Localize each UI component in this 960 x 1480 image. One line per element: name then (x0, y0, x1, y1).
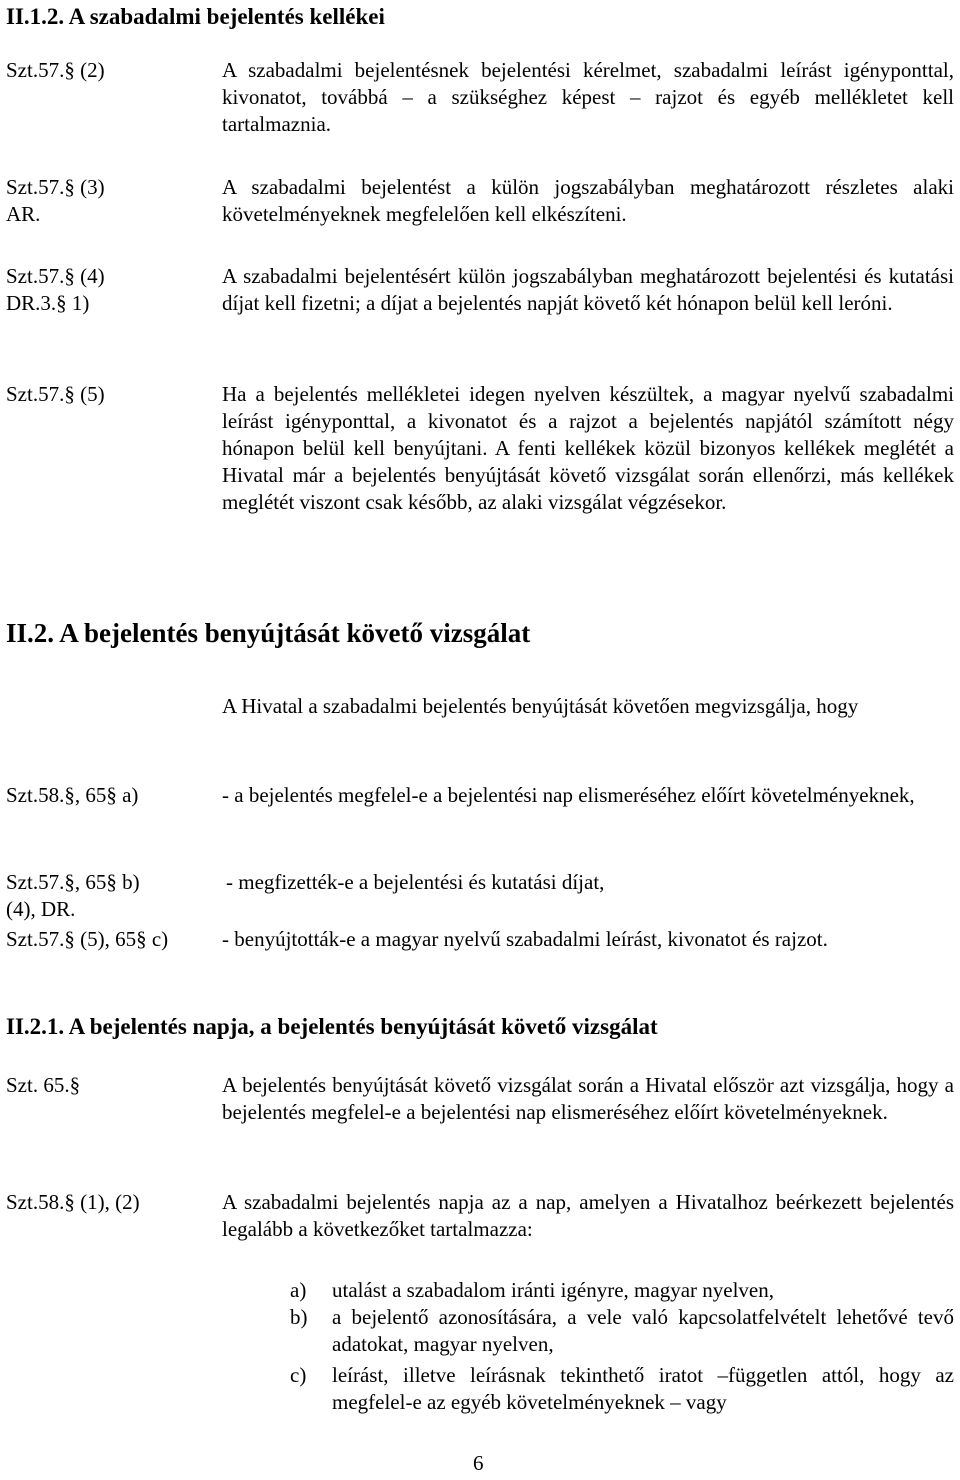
list-item (290, 1304, 954, 1358)
list-item-text: utalást a szabadalom iránti igényre, magyar nyelven, (332, 1278, 774, 1302)
legal-reference: Szt.57.§ (3) AR. (6, 175, 105, 226)
legal-reference: Szt.57.§ (4) DR.3.§ 1) (6, 264, 105, 315)
list-item-text: leírást, illetve leírásnak tekinthető iratot –független attól, hogy az megfelel-e az egyéb követelményeknek – vagy (332, 1363, 954, 1414)
paragraph: - benyújtották-e a magyar nyelvű szabadalmi leírást, kivonatot és rajzot. (222, 927, 828, 951)
legal-reference: Szt.57.§, 65§ b) (4), DR. (6, 870, 140, 921)
paragraph: - a bejelentés megfelel-e a bejelentési nap elismeréséhez előírt követelményeknek, (222, 783, 915, 807)
paragraph: A szabadalmi bejelentés napja az a nap, amelyen a Hivatalhoz beérkezett bejelentés legalább a következőket tartalmazza: (222, 1190, 954, 1241)
section-heading: II.1.2. A szabadalmi bejelentés kellékei (6, 4, 385, 29)
list-item-label: b) (290, 1305, 308, 1329)
paragraph: Ha a bejelentés mellékletei idegen nyelven készültek, a magyar nyelvű szabadalmi leírást igényponttal, a kivonatot és a rajzot a bejelentés napjától számított négy hónapon belül kell benyújtani. A fenti kellékek közül bizonyos kellékek meglétét a Hivatal már a bejelentés benyújtását követő vizsgálat során ellenőrzi, más kellékek meglétét viszont csak később, az alaki vizsgálat végzésekor. (222, 382, 954, 514)
legal-reference: Szt.58.§, 65§ a) (6, 783, 139, 807)
paragraph: A szabadalmi bejelentésnek bejelentési kérelmet, szabadalmi leírást igényponttal, kivonatot, továbbá – a szükséghez képest – rajzot és egyéb mellékletet kell tartalmaznia. (222, 58, 954, 136)
paragraph: - megfizették-e a bejelentési és kutatási díjat, (226, 870, 605, 894)
section-heading: II.2. A bejelentés benyújtását követő vizsgálat (6, 618, 531, 648)
legal-reference: Szt.57.§ (2) (6, 58, 105, 82)
paragraph: A Hivatal a szabadalmi bejelentés benyújtását követően megvizsgálja, hogy (222, 694, 859, 718)
list-item-text: a bejelentő azonosítására, a vele való kapcsolatfelvételt lehetővé tevő adatokat, magyar nyelven, (332, 1305, 954, 1356)
legal-reference: Szt.57.§ (5), 65§ c) (6, 927, 169, 951)
list-item-label: c) (290, 1363, 307, 1387)
list-item-label: a) (290, 1278, 307, 1302)
legal-reference: Szt.58.§ (1), (2) (6, 1190, 140, 1214)
paragraph: A bejelentés benyújtását követő vizsgálat során a Hivatal először azt vizsgálja, hogy a bejelentés megfelel-e a bejelentési nap elismeréséhez előírt követelményeknek. (222, 1073, 954, 1124)
legal-reference: Szt.57.§ (5) (6, 382, 105, 406)
legal-reference: Szt. 65.§ (6, 1073, 81, 1097)
page-number: 6 (473, 1451, 484, 1475)
paragraph: A szabadalmi bejelentést a külön jogszabályban meghatározott részletes alaki követelményeknek megfelelően kell elkészíteni. (222, 175, 954, 226)
section-heading: II.2.1. A bejelentés napja, a bejelentés benyújtását követő vizsgálat (6, 1014, 658, 1039)
paragraph: A szabadalmi bejelentésért külön jogszabályban meghatározott bejelentési és kutatási díjat kell fizetni; a díjat a bejelentés napját követő két hónapon belül kell leróni. (222, 264, 954, 315)
list-item (290, 1277, 954, 1304)
list-item (290, 1362, 954, 1416)
